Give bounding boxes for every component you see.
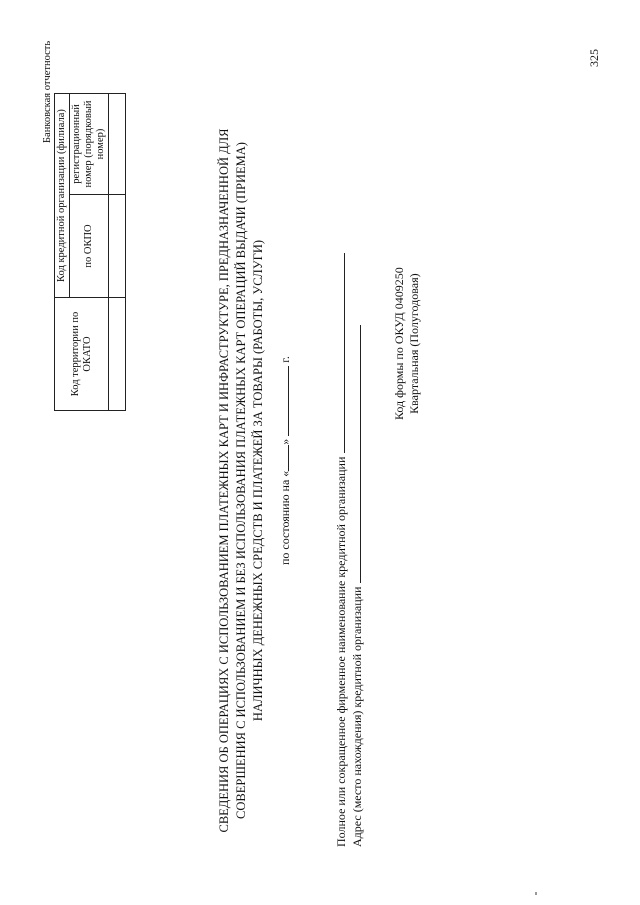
form-code-block [392,267,422,420]
org-address-line [350,325,361,583]
as-of-date [278,356,293,565]
scan-speck [535,892,537,895]
org-name-label: Полное или сокращенное фирменное наименование кредитной организации [334,456,348,847]
as-of-middle: » [278,438,292,445]
title-line-1: СВЕДЕНИЯ ОБ ОПЕРАЦИЯХ С ИСПОЛЬЗОВАНИЕМ ПЛАТЕЖНЫХ КАРТ И ИНФРАСТРУКТУРЕ, ПРЕДНАЗНАЧЕННОЙ ДЛЯ [217,128,231,833]
day-blank [278,445,289,471]
credit-org-header: Код кредитной организации (филиала) [55,94,70,298]
codes-table [54,93,126,411]
org-address-label: Адрес (место нахождения) кредитной организации [350,586,364,847]
okato-header: Код территории по ОКАТО [55,298,109,411]
form-caption: Банковская отчетность [42,40,53,143]
reg-number-header: регистрационный номер (порядковый номер) [70,94,109,195]
reg-number-value-cell [109,94,126,195]
org-address-field [350,325,365,847]
periodicity: Квартальная (Полугодовая) [407,273,421,414]
org-name-line [334,253,345,453]
as-of-prefix: по состоянию на « [278,470,292,565]
okpo-value-cell [109,195,126,298]
page-number: 325 [587,49,601,67]
okpo-header: по ОКПО [70,195,109,298]
as-of-suffix: г. [278,356,292,363]
org-name-field [334,253,349,847]
form-code: Код формы по ОКУД 0409250 [392,267,406,420]
okato-value-cell [109,298,126,411]
report-title [216,108,267,853]
title-line-3: НАЛИЧНЫХ ДЕНЕЖНЫХ СРЕДСТВ И ПЛАТЕЖЕЙ ЗА ТОВАРЫ (РАБОТЫ, УСЛУГИ) [251,239,265,722]
month-year-blank [278,366,289,436]
title-line-2: СОВЕРШЕНИЯ С ИСПОЛЬЗОВАНИЕМ И БЕЗ ИСПОЛЬЗОВАНИЯ ПЛАТЕЖНЫХ КАРТ ОПЕРАЦИЙ ВЫДАЧИ (ПРИЕМА) [234,142,248,819]
